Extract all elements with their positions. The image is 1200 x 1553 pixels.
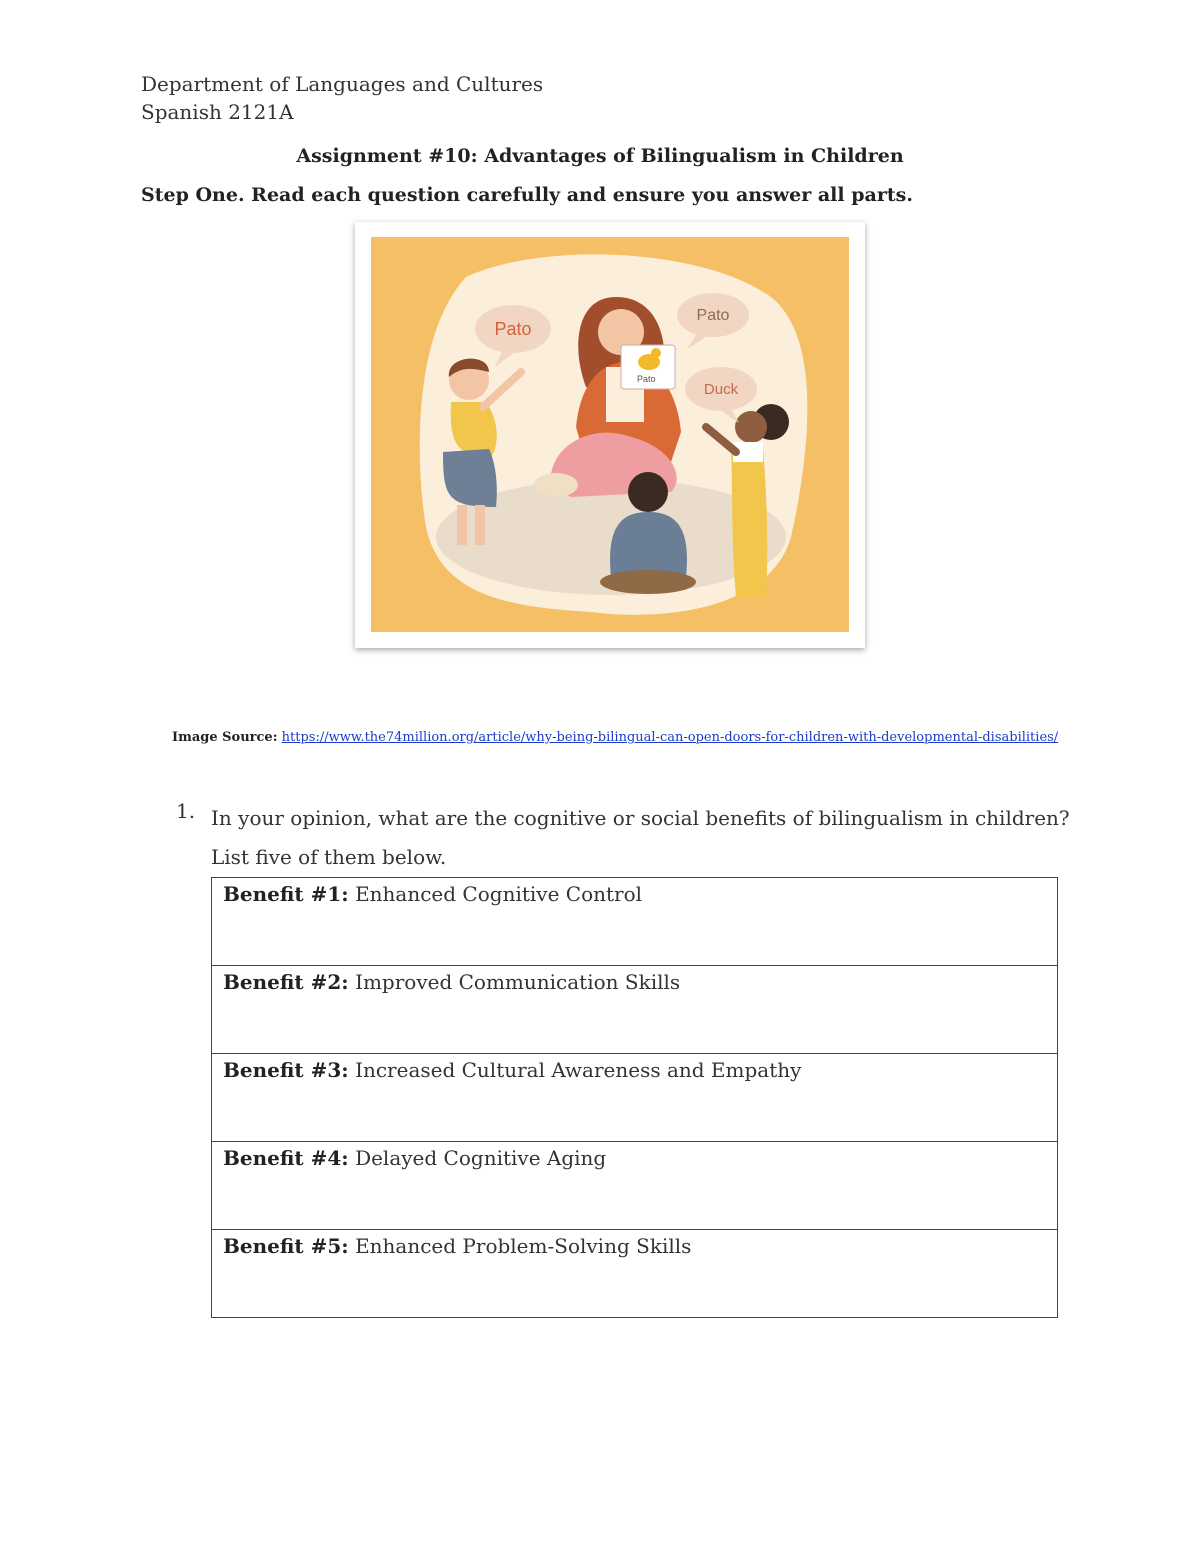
- question-number: 1.: [176, 799, 196, 823]
- step-instruction: Step One. Read each question carefully and ensure you answer all parts.: [141, 184, 913, 206]
- question-text: In your opinion, what are the cognitive or social benefits of bilingualism in children? List five of them below.: [211, 806, 1070, 869]
- benefit-value: Enhanced Problem-Solving Skills: [355, 1234, 692, 1258]
- benefit-cell[interactable]: [212, 966, 1058, 1054]
- bilingual-classroom-illustration: [371, 237, 849, 632]
- benefit-label: Benefit #1:: [223, 882, 349, 906]
- benefit-cell[interactable]: [212, 1054, 1058, 1142]
- benefit-cell[interactable]: [212, 1142, 1058, 1230]
- image-source-link[interactable]: https://www.the74million.org/article/why-being-bilingual-can-open-doors-for-children-with-developmental-disabilities/: [281, 730, 1059, 745]
- table-row: [212, 1230, 1058, 1318]
- benefit-label: Benefit #5:: [223, 1234, 349, 1258]
- benefit-cell[interactable]: [212, 1230, 1058, 1318]
- benefit-label: Benefit #3:: [223, 1058, 349, 1082]
- course-code: Spanish 2121A: [141, 100, 294, 124]
- illustration-frame: [355, 222, 865, 648]
- image-source-line: [172, 730, 1058, 745]
- benefit-label: Benefit #2:: [223, 970, 349, 994]
- benefit-value: Enhanced Cognitive Control: [355, 882, 643, 906]
- benefit-value: Delayed Cognitive Aging: [355, 1146, 607, 1170]
- image-source-label: Image Source:: [172, 730, 278, 745]
- table-row: [212, 966, 1058, 1054]
- table-row: [212, 1054, 1058, 1142]
- benefit-label: Benefit #4:: [223, 1146, 349, 1170]
- bubble-right-text: Duck: [703, 381, 739, 398]
- benefit-value: Improved Communication Skills: [355, 970, 681, 994]
- table-row: [212, 1142, 1058, 1230]
- benefit-cell[interactable]: [212, 878, 1058, 966]
- department-name: Department of Languages and Cultures: [141, 72, 544, 96]
- benefits-table: [211, 877, 1058, 1318]
- bubble-left-text: Pato: [494, 319, 532, 339]
- assignment-title: Assignment #10: Advantages of Bilingualism in Children: [296, 145, 904, 167]
- benefit-value: Increased Cultural Awareness and Empathy: [355, 1058, 802, 1082]
- flashcard-label: Pato: [637, 374, 656, 384]
- table-row: [212, 878, 1058, 966]
- bubble-top-right-text: Pato: [696, 307, 730, 324]
